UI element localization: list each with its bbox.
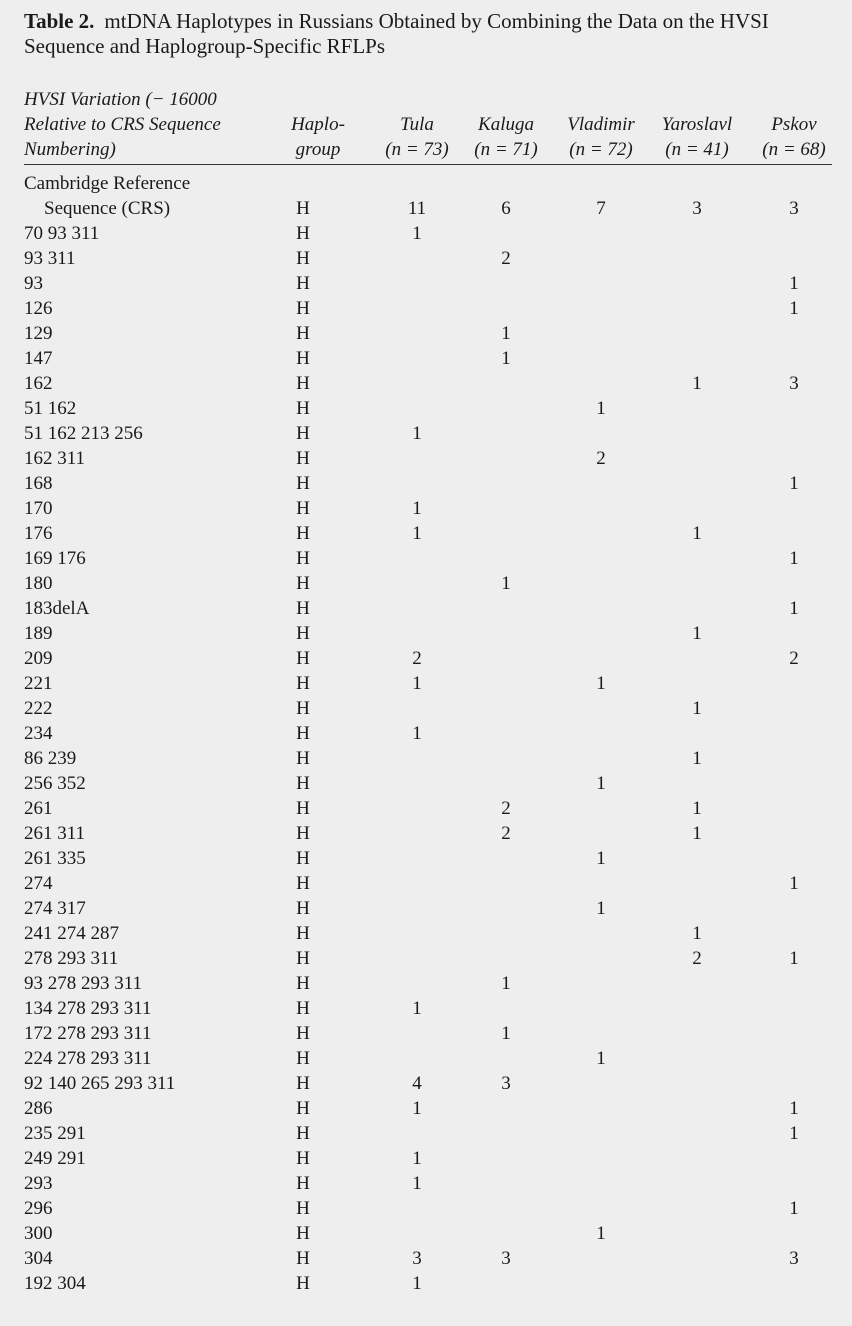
cell-haplogroup: H <box>296 1048 310 1069</box>
cell-haplogroup: H <box>296 673 310 694</box>
cell-haplogroup: H <box>296 698 310 719</box>
cell-pskov: 1 <box>789 1123 799 1144</box>
cell-vladimir: 1 <box>596 1223 606 1244</box>
cell-haplogroup: H <box>296 823 310 844</box>
table-row <box>0 1271 852 1296</box>
cell-variation: 93 278 293 311 <box>24 973 143 994</box>
table-row <box>0 921 852 946</box>
cell-haplogroup: H <box>296 423 310 444</box>
table-caption <box>24 9 839 59</box>
cell-haplogroup: H <box>296 798 310 819</box>
header-yaroslavl-name: Yaroslavl <box>661 114 733 135</box>
cell-variation: 126 <box>24 298 53 319</box>
cell-yaroslavl: 1 <box>692 523 702 544</box>
cell-vladimir: 1 <box>596 673 606 694</box>
cell-pskov: 3 <box>789 373 799 394</box>
cell-haplogroup: H <box>296 1123 310 1144</box>
table-row <box>0 271 852 296</box>
cell-haplogroup: H <box>296 573 310 594</box>
header-haplogroup <box>278 112 358 162</box>
cell-pskov: 1 <box>789 598 799 619</box>
cell-variation <box>24 171 190 221</box>
cell-tula: 1 <box>412 223 422 244</box>
cell-tula: 1 <box>412 723 422 744</box>
table-row <box>0 421 852 446</box>
cell-haplogroup: H <box>296 948 310 969</box>
header-haplogroup-line: group <box>295 139 341 160</box>
cell-variation: 51 162 <box>24 398 77 419</box>
table-row <box>0 1096 852 1121</box>
cell-variation: 256 352 <box>24 773 86 794</box>
cell-vladimir: 1 <box>596 898 606 919</box>
cell-tula: 1 <box>412 1273 422 1294</box>
cell-tula: 4 <box>412 1073 422 1094</box>
cell-variation: 169 176 <box>24 548 86 569</box>
cell-vladimir: 1 <box>596 773 606 794</box>
cell-variation: 134 278 293 311 <box>24 998 152 1019</box>
table-row <box>0 1071 852 1096</box>
cell-variation: 147 <box>24 348 53 369</box>
cell-variation: 129 <box>24 323 53 344</box>
cell-haplogroup: H <box>296 598 310 619</box>
cell-variation: 261 <box>24 798 53 819</box>
table-row <box>0 221 852 246</box>
cell-variation: 235 291 <box>24 1123 86 1144</box>
table-row <box>0 371 852 396</box>
cell-variation: 241 274 287 <box>24 923 119 944</box>
cell-variation: 172 278 293 311 <box>24 1023 152 1044</box>
cell-haplogroup: H <box>296 248 310 269</box>
cell-variation: 221 <box>24 673 53 694</box>
cell-variation: 296 <box>24 1198 53 1219</box>
cell-variation: 274 317 <box>24 898 86 919</box>
cell-yaroslavl: 1 <box>692 923 702 944</box>
cell-yaroslavl: 1 <box>692 748 702 769</box>
cell-variation: 209 <box>24 648 53 669</box>
table-row <box>0 321 852 346</box>
cell-haplogroup: H <box>296 1073 310 1094</box>
cell-haplogroup: H <box>296 473 310 494</box>
cell-haplogroup: H <box>296 998 310 1019</box>
cell-variation: 162 <box>24 373 53 394</box>
table-row <box>0 446 852 471</box>
cell-kaluga: 1 <box>501 348 511 369</box>
cell-variation: 293 <box>24 1173 53 1194</box>
table-row <box>0 1246 852 1271</box>
cell-tula: 1 <box>412 1148 422 1169</box>
cell-haplogroup: H <box>296 898 310 919</box>
table-body <box>0 171 852 1296</box>
cell-kaluga: 6 <box>501 198 511 219</box>
cell-variation: 92 140 265 293 311 <box>24 1073 176 1094</box>
cell-pskov: 1 <box>789 1098 799 1119</box>
header-yaroslavl <box>652 112 742 162</box>
cell-pskov: 1 <box>789 298 799 319</box>
header-tula-n: (n = 73) <box>385 139 449 160</box>
table-row <box>0 896 852 921</box>
cell-haplogroup: H <box>296 448 310 469</box>
cell-kaluga: 3 <box>501 1248 511 1269</box>
table-row <box>0 571 852 596</box>
cell-pskov: 1 <box>789 1198 799 1219</box>
table-row <box>0 646 852 671</box>
cell-variation: 278 293 311 <box>24 948 119 969</box>
cell-haplogroup: H <box>296 548 310 569</box>
cell-vladimir: 1 <box>596 1048 606 1069</box>
header-kaluga-n: (n = 71) <box>474 139 538 160</box>
cell-haplogroup: H <box>296 623 310 644</box>
table-row <box>0 246 852 271</box>
table-row <box>0 796 852 821</box>
cell-haplogroup: H <box>296 773 310 794</box>
cell-yaroslavl: 1 <box>692 698 702 719</box>
cell-haplogroup: H <box>296 298 310 319</box>
cell-pskov: 1 <box>789 473 799 494</box>
cell-pskov: 3 <box>789 198 799 219</box>
cell-variation: 51 162 213 256 <box>24 423 143 444</box>
table-row <box>0 671 852 696</box>
cell-haplogroup: H <box>296 323 310 344</box>
cell-variation: 176 <box>24 523 53 544</box>
cell-tula: 1 <box>412 673 422 694</box>
table-row <box>0 296 852 321</box>
table-row <box>0 1046 852 1071</box>
table-row <box>0 171 852 221</box>
cell-variation: 168 <box>24 473 53 494</box>
cell-tula: 1 <box>412 498 422 519</box>
cell-kaluga: 2 <box>501 248 511 269</box>
cell-tula: 1 <box>412 523 422 544</box>
table-row <box>0 821 852 846</box>
cell-haplogroup: H <box>296 1198 310 1219</box>
header-vladimir <box>556 112 646 162</box>
cell-variation: 304 <box>24 1248 53 1269</box>
cell-kaluga: 3 <box>501 1073 511 1094</box>
cell-pskov: 3 <box>789 1248 799 1269</box>
table-row <box>0 471 852 496</box>
cell-haplogroup: H <box>296 1248 310 1269</box>
cell-tula: 11 <box>407 198 427 219</box>
header-haplogroup-line: Haplo- <box>291 114 345 135</box>
table-row <box>0 546 852 571</box>
cell-haplogroup: H <box>296 273 310 294</box>
cell-variation: 192 304 <box>24 1273 86 1294</box>
header-pskov-name: Pskov <box>771 114 817 135</box>
table-row <box>0 746 852 771</box>
cell-haplogroup: H <box>296 748 310 769</box>
table-row <box>0 696 852 721</box>
cell-kaluga: 1 <box>501 573 511 594</box>
header-rule <box>24 164 832 165</box>
cell-variation: 170 <box>24 498 53 519</box>
table-row <box>0 1121 852 1146</box>
table-row <box>0 521 852 546</box>
table-row <box>0 996 852 1021</box>
cell-variation: 249 291 <box>24 1148 86 1169</box>
header-kaluga <box>461 112 551 162</box>
cell-kaluga: 1 <box>501 1023 511 1044</box>
header-kaluga-name: Kaluga <box>478 114 534 135</box>
header-pskov <box>749 112 839 162</box>
header-variation <box>24 87 284 162</box>
cell-haplogroup: H <box>296 1273 310 1294</box>
cell-kaluga: 1 <box>501 323 511 344</box>
table-row <box>0 596 852 621</box>
table-row <box>0 621 852 646</box>
cell-tula: 1 <box>412 1098 422 1119</box>
table-row <box>0 396 852 421</box>
header-vladimir-n: (n = 72) <box>569 139 633 160</box>
cell-variation: 261 335 <box>24 848 86 869</box>
header-tula-name: Tula <box>400 114 434 135</box>
cell-pskov: 1 <box>789 548 799 569</box>
cell-haplogroup: H <box>296 923 310 944</box>
cell-vladimir: 7 <box>596 198 606 219</box>
cell-variation-line: Sequence (CRS) <box>44 198 171 219</box>
cell-tula: 1 <box>412 998 422 1019</box>
cell-variation: 189 <box>24 623 53 644</box>
cell-variation: 86 239 <box>24 748 77 769</box>
cell-haplogroup: H <box>296 1023 310 1044</box>
cell-variation: 261 311 <box>24 823 86 844</box>
cell-yaroslavl: 2 <box>692 948 702 969</box>
cell-haplogroup: H <box>296 198 310 219</box>
cell-variation: 93 311 <box>24 248 76 269</box>
cell-yaroslavl: 1 <box>692 373 702 394</box>
cell-variation: 70 93 311 <box>24 223 100 244</box>
table-row <box>0 871 852 896</box>
cell-kaluga: 2 <box>501 823 511 844</box>
cell-variation: 274 <box>24 873 53 894</box>
table-row <box>0 496 852 521</box>
cell-variation-line: Cambridge Reference <box>24 173 191 194</box>
header-yaroslavl-n: (n = 41) <box>665 139 729 160</box>
table-title: mtDNA Haplotypes in Russians Obtained by Combining the Data on the HVSI Sequence and Haplogroup-Specific RFLPs <box>24 9 769 58</box>
cell-yaroslavl: 1 <box>692 798 702 819</box>
header-variation-line: Numbering) <box>24 139 116 160</box>
cell-pskov: 1 <box>789 273 799 294</box>
table-row <box>0 946 852 971</box>
header-variation-line: Relative to CRS Sequence <box>24 114 221 135</box>
cell-variation: 93 <box>24 273 43 294</box>
cell-haplogroup: H <box>296 1223 310 1244</box>
table-row <box>0 1171 852 1196</box>
cell-yaroslavl: 1 <box>692 823 702 844</box>
cell-variation: 286 <box>24 1098 53 1119</box>
cell-vladimir: 1 <box>596 398 606 419</box>
header-variation-line: HVSI Variation (− 16000 <box>24 89 217 110</box>
cell-haplogroup: H <box>296 973 310 994</box>
cell-variation: 180 <box>24 573 53 594</box>
cell-pskov: 1 <box>789 948 799 969</box>
table-row <box>0 771 852 796</box>
cell-haplogroup: H <box>296 848 310 869</box>
header-vladimir-name: Vladimir <box>567 114 635 135</box>
cell-yaroslavl: 3 <box>692 198 702 219</box>
header-tula <box>372 112 462 162</box>
cell-haplogroup: H <box>296 223 310 244</box>
table-label: Table 2. <box>24 9 95 33</box>
cell-pskov: 1 <box>789 873 799 894</box>
cell-haplogroup: H <box>296 523 310 544</box>
table-row <box>0 346 852 371</box>
cell-variation: 183delA <box>24 598 90 619</box>
table-row <box>0 971 852 996</box>
cell-tula: 3 <box>412 1248 422 1269</box>
cell-tula: 1 <box>412 1173 422 1194</box>
table-row <box>0 1146 852 1171</box>
cell-yaroslavl: 1 <box>692 623 702 644</box>
table-row <box>0 1021 852 1046</box>
table-row <box>0 721 852 746</box>
table-row <box>0 1221 852 1246</box>
table-row <box>0 846 852 871</box>
cell-haplogroup: H <box>296 348 310 369</box>
cell-haplogroup: H <box>296 1148 310 1169</box>
cell-haplogroup: H <box>296 1173 310 1194</box>
cell-pskov: 2 <box>789 648 799 669</box>
table-row <box>0 1196 852 1221</box>
cell-haplogroup: H <box>296 498 310 519</box>
cell-variation: 222 <box>24 698 53 719</box>
cell-haplogroup: H <box>296 373 310 394</box>
cell-tula: 2 <box>412 648 422 669</box>
cell-vladimir: 1 <box>596 848 606 869</box>
cell-haplogroup: H <box>296 1098 310 1119</box>
cell-kaluga: 1 <box>501 973 511 994</box>
cell-haplogroup: H <box>296 873 310 894</box>
cell-variation: 234 <box>24 723 53 744</box>
cell-vladimir: 2 <box>596 448 606 469</box>
cell-variation: 300 <box>24 1223 53 1244</box>
cell-haplogroup: H <box>296 648 310 669</box>
cell-variation: 162 311 <box>24 448 86 469</box>
cell-haplogroup: H <box>296 398 310 419</box>
cell-tula: 1 <box>412 423 422 444</box>
header-pskov-n: (n = 68) <box>762 139 826 160</box>
cell-variation: 224 278 293 311 <box>24 1048 152 1069</box>
cell-kaluga: 2 <box>501 798 511 819</box>
cell-haplogroup: H <box>296 723 310 744</box>
